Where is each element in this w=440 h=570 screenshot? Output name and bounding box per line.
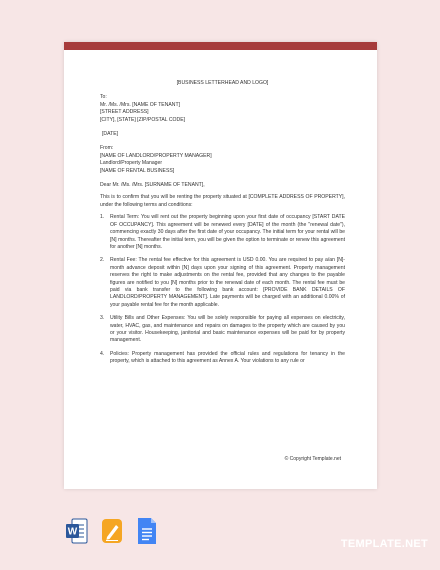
sender-business: [NAME OF RENTAL BUSINESS] (100, 167, 175, 174)
brand-watermark: TEMPLATE.NET (340, 538, 428, 550)
term-text: Utility Bills and Other Expenses: You will be solely responsible for paying all expenses on electricity, water, HVAC, gas, and maintenance and repairs on damages to the property which are caused by you or your visitor. Housekeeping, janitorial and basic maintenance expenses will be paid for by property management. (110, 315, 345, 344)
term-number: 4. (100, 350, 105, 357)
term-number: 2. (100, 257, 105, 264)
term-item (100, 351, 345, 366)
term-text: Rental Fee: The rental fee effective for this agreement is USD 0.00. You are required to pay a/an [N]-month advance deposit within [N] days upon your signing of this agreement. Property management reserves the right to make adjustments on the rental fee, provided that any changes to the payable figures are notified to you [N] months prior to the renewal date of each month. The rental fee must be paid via bank transfer to the following bank account: [PROVIDE BANK DETAILS OF LANDLORD/PROPERTY MANAGEMENT]. Late payments will be charged with an additional 0.00% of your payable rental fee for the month applicable. (110, 257, 345, 308)
google-docs-icon[interactable] (136, 517, 158, 545)
word-icon[interactable] (66, 517, 88, 545)
intro-paragraph: This is to confirm that you will be renting the property situated at [COMPLETE ADDRESS OF PROPERTY], under the following terms and conditions: (100, 194, 345, 208)
header-accent-bar (64, 42, 377, 50)
recipient-street: [STREET ADDRESS] (100, 109, 149, 116)
sender-name: [NAME OF LANDLORD/PROPERTY MANAGER] (100, 152, 212, 159)
letter-date: [DATE] (102, 131, 119, 138)
term-item (100, 214, 345, 251)
pages-icon[interactable] (101, 517, 123, 545)
document-page (64, 42, 377, 489)
term-item (100, 315, 345, 345)
recipient-name: Mr. /Ms. /Mrs. [NAME OF TENANT] (100, 101, 180, 108)
letterhead-placeholder: [BUSINESS LETTERHEAD AND LOGO] (176, 80, 269, 86)
from-label: From: (100, 145, 114, 152)
term-text: Rental Term: You will rent out the property beginning upon your first date of occupancy [START DATE OF OCCUPANCY]. This agreement will be renewed every [DATE] of the month (the "renewal date"), commencing exactly 30 days after the first date of your occupancy. The initial term for your rental will be [N] months. Thereafter the initial term, you will be given the option to terminate or renew this agreement for another [N] months. (110, 214, 345, 250)
document-body (100, 80, 345, 372)
recipient-city: [CITY], [STATE] [ZIP/POSTAL CODE] (100, 116, 186, 123)
copyright-notice: © Copyright Template.net (284, 456, 341, 462)
salutation: Dear Mr. /Ms. /Mrs. [SURNAME OF TENANT], (100, 182, 205, 189)
to-label: To: (100, 94, 107, 101)
format-icons (66, 517, 158, 545)
term-item (100, 257, 345, 309)
term-text: Policies: Property management has provided the official rules and regulations for tenancy in the property, which is attached to this agreement as Annex A. Your violations to any rule or (110, 350, 345, 365)
term-number: 3. (100, 315, 105, 322)
term-number: 1. (100, 214, 105, 221)
word-letter: W (67, 526, 78, 538)
sender-title: Landlord/Property Manager (100, 160, 163, 167)
